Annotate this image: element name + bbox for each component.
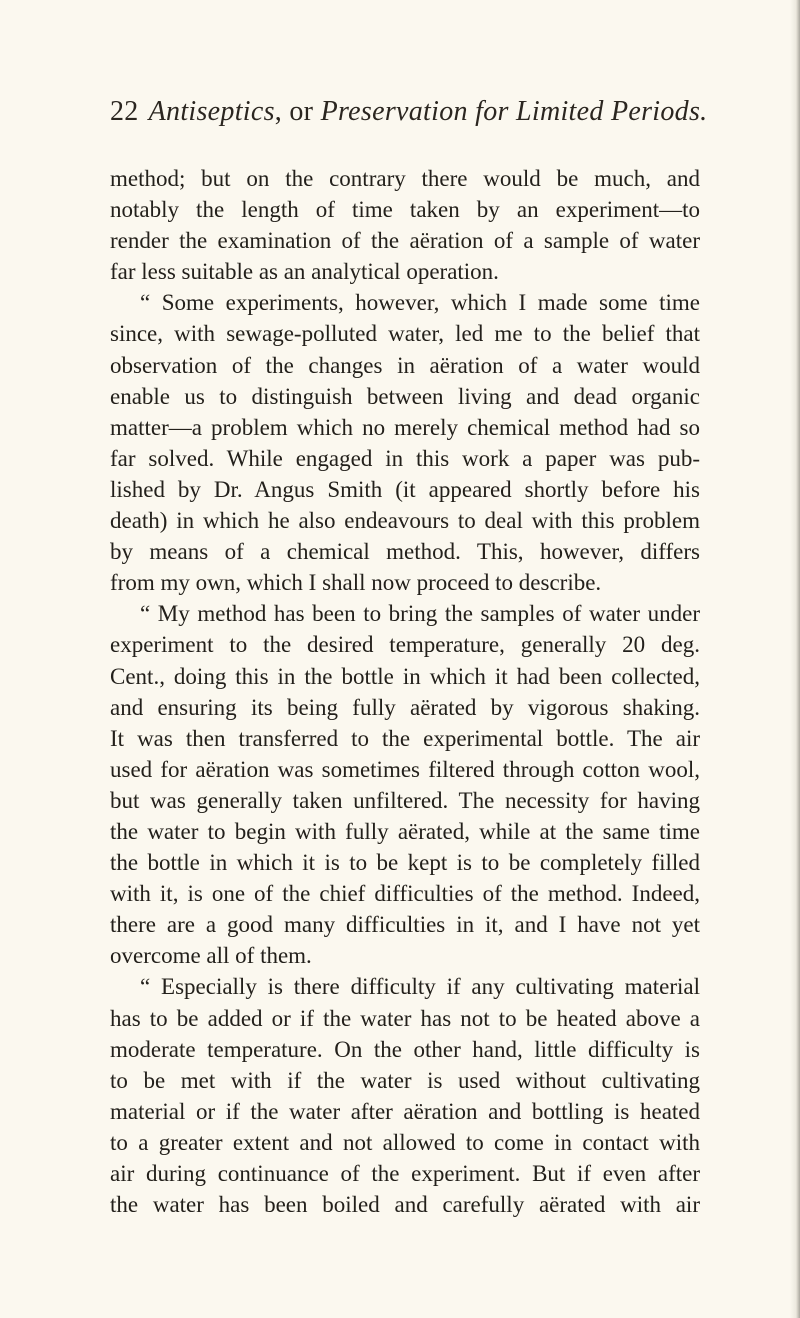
text-line: but was generally taken unfiltered. The necessity for having	[110, 787, 700, 813]
text-line: material or if the water after aëration and bottling is heated	[110, 1098, 700, 1124]
running-title-part-3: Preservation for Limited Periods.	[320, 96, 708, 127]
text-line: enable us to distinguish between living and dead organic	[110, 383, 700, 409]
text-line: experiment to the desired temperature, generally 20 deg.	[110, 632, 700, 658]
running-title-part-2: , or	[274, 96, 314, 127]
body-text	[110, 163, 700, 1220]
text-line: Cent., doing this in the bottle in which it had been collected,	[110, 663, 700, 689]
text-line: to a greater extent and not allowed to come in contact with	[110, 1129, 700, 1155]
text-line: overcome all of them.	[110, 943, 312, 969]
text-line: matter—a problem which no merely chemical method had so	[110, 414, 700, 440]
text-line: far solved. While engaged in this work a paper was pub-	[110, 445, 700, 471]
text-line: the water has been boiled and carefully aërated with air	[110, 1192, 700, 1218]
page-number: 22	[110, 96, 139, 127]
paragraph-start-line: “ Some experiments, however, which I made some time	[140, 290, 700, 316]
text-line: lished by Dr. Angus Smith (it appeared shortly before his	[110, 476, 700, 502]
text-line: used for aëration was sometimes filtered through cotton wool,	[110, 756, 700, 782]
text-line: since, with sewage-polluted water, led me to the belief that	[110, 321, 700, 347]
text-line: with it, is one of the chief difficulties of the method. Indeed,	[110, 881, 700, 907]
running-title	[149, 96, 708, 127]
text-line: observation of the changes in aëration of a water would	[110, 352, 700, 378]
running-title-part-1: Antiseptics	[148, 96, 275, 127]
text-line: from my own, which I shall now proceed to describe.	[110, 570, 602, 596]
text-line: there are a good many difficulties in it, and I have not yet	[110, 912, 700, 938]
text-line: It was then transferred to the experimental bottle. The air	[110, 725, 700, 751]
text-line: far less suitable as an analytical operation.	[110, 259, 499, 285]
running-header	[110, 96, 707, 128]
text-line: to be met with if the water is used without cultivating	[110, 1067, 700, 1093]
text-line: death) in which he also endeavours to deal with this problem	[110, 508, 700, 534]
text-line: and ensuring its being fully aërated by vigorous shaking.	[110, 694, 700, 720]
page-edge-shadow	[790, 0, 800, 1318]
paragraph-start-line: “ My method has been to bring the samples of water under	[140, 601, 700, 627]
paragraph-start-line: “ Especially is there difficulty if any cultivating material	[140, 974, 700, 1000]
text-line: moderate temperature. On the other hand, little difficulty is	[110, 1036, 700, 1062]
text-line: notably the length of time taken by an experiment—to	[110, 197, 700, 223]
text-line: the bottle in which it is to be kept is to be completely filled	[110, 850, 700, 876]
text-line: by means of a chemical method. This, however, differs	[110, 539, 700, 565]
text-line: render the examination of the aëration of a sample of water	[110, 228, 700, 254]
text-line: air during continuance of the experiment. But if even after	[110, 1161, 700, 1186]
text-line: has to be added or if the water has not to be heated above a	[110, 1005, 700, 1031]
text-line: method; but on the contrary there would be much, and	[110, 166, 700, 191]
text-line: the water to begin with fully aërated, while at the same time	[110, 818, 700, 844]
